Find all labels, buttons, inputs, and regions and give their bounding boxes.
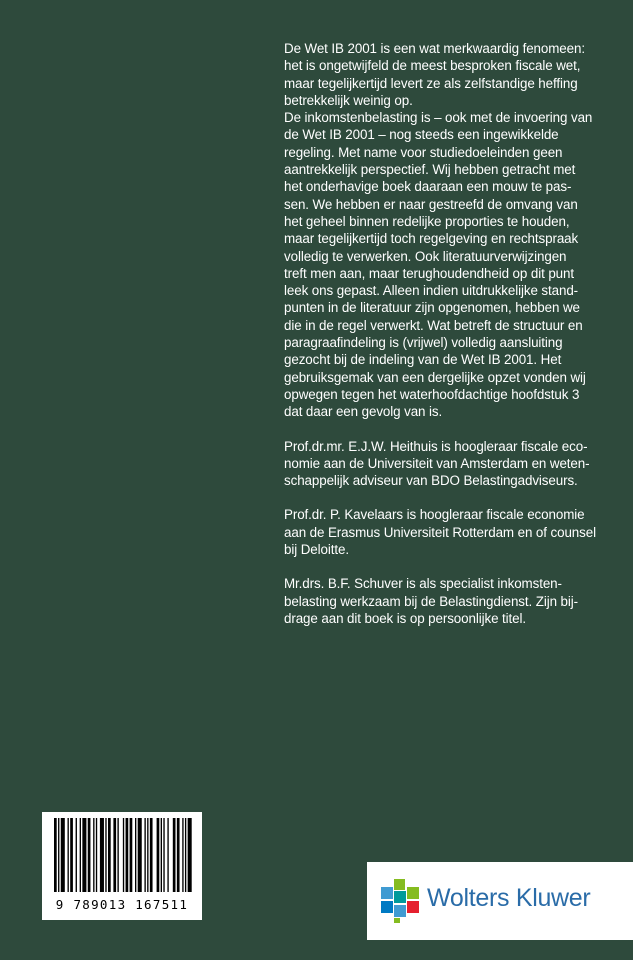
barcode-bar (123, 818, 124, 892)
barcode-bar (130, 818, 133, 892)
barcode-bar (147, 818, 148, 892)
barcode-bar (108, 818, 111, 892)
barcode-bar (161, 818, 162, 892)
author-bio-schuver (284, 575, 614, 627)
barcode-bar (93, 818, 94, 892)
barcode-bar (177, 818, 180, 892)
barcode-bar (68, 818, 69, 892)
barcode-bar (80, 818, 81, 892)
text-line: De Wet IB 2001 is een wat merkwaardig fenomeen: (284, 41, 585, 56)
text-line: treft men aan, maar terughoudendheid op dit punt (284, 265, 574, 281)
text-line: maar tegelijkertijd toch regelgeving en rechtspraak (284, 231, 579, 247)
barcode-bar (135, 818, 136, 892)
barcode-bar (138, 818, 142, 892)
barcode-bar (117, 818, 118, 892)
barcode-bar (113, 818, 116, 892)
text-line: De inkomstenbelasting is – ook met de invoering van (284, 110, 593, 126)
text-line: dat daar een gevolg van is. (284, 404, 443, 420)
text-line: bij Deloitte. (284, 542, 349, 558)
barcode-bar (58, 818, 59, 892)
text-line: Prof.dr.mr. E.J.W. Heithuis is hoogleraar fiscale eco- (284, 438, 588, 454)
blurb-paragraph-2 (284, 109, 614, 420)
barcode-bar (150, 818, 153, 892)
text-line: het is ongetwijfeld de meest besproken fiscale wet, (284, 58, 581, 74)
text-line: die in de regel verwerkt. Wat betreft de structuur en (284, 317, 583, 333)
barcode-bar (126, 818, 129, 892)
barcode-bar (163, 818, 164, 892)
text-line: paragraafindeling is (vrijwel) volledig aansluiting (284, 335, 563, 351)
text-line: schappelijk adviseur van BDO Belastingadviseurs. (284, 473, 578, 489)
barcode-bar (182, 818, 183, 892)
text-line: gebruiksgemak van een dergelijke opzet vonden wij (284, 369, 586, 385)
text-line: het geheel binnen redelijke proporties te houden, (284, 213, 570, 229)
isbn-number: 9 789013 167511 (55, 897, 189, 912)
barcode-bar (82, 818, 86, 892)
paragraph-spacer (284, 489, 614, 506)
author-bio-heithuis (284, 438, 614, 490)
wolters-kluwer-logo-icon (381, 879, 419, 923)
barcode-bar (61, 818, 65, 892)
text-line: maar tegelijkertijd levert ze als zelfstandige heffing (284, 75, 578, 91)
barcode-bar (167, 818, 168, 892)
text-line: gezocht bij de indeling van de Wet IB 2001. Het (284, 352, 562, 368)
text-line: sen. We hebben er naar gestreefd de omvang van (284, 196, 578, 212)
text-line: aantrekkelijk perspectief. Wij hebben getracht met (284, 162, 576, 178)
paragraph-spacer (284, 558, 614, 575)
text-line: Prof.dr. P. Kavelaars is hoogleraar fiscale economie (284, 507, 585, 523)
text-line: betrekkelijk weinig op. (284, 92, 413, 108)
text-line: het onderhavige boek daaraan een mouw te pas- (284, 179, 572, 195)
logo-mark-squares (381, 879, 419, 923)
publisher-logo-panel (367, 862, 633, 940)
barcode-bar (173, 818, 176, 892)
text-line: punten in de literatuur zijn opgenomen, hebben we (284, 300, 580, 316)
text-line: nomie aan de Universiteit van Amsterdam en weten- (284, 455, 590, 471)
barcode-bar (144, 818, 145, 892)
barcode-bar (105, 818, 106, 892)
barcode-bar (188, 818, 192, 892)
barcode-bar (157, 818, 160, 892)
barcode-bar (100, 818, 104, 892)
publisher-name: Wolters Kluwer (427, 884, 591, 912)
text-line: belasting werkzaam bij de Belastingdienst. Zijn bij- (284, 593, 579, 609)
text-line: volledig te verwerken. Ook literatuurverwijzingen (284, 248, 567, 264)
text-line: regeling. Met name voor studiedoeleinden geen (284, 144, 563, 160)
paragraph-spacer (284, 421, 614, 438)
barcode-bar (70, 818, 73, 892)
barcode-bar (54, 818, 57, 892)
barcode-bar (185, 818, 186, 892)
blurb-paragraph-1 (284, 40, 614, 109)
barcode-bar (76, 818, 77, 892)
text-line: leek ons gepast. Alleen indien uitdrukkelijke stand- (284, 283, 579, 299)
text-line: de Wet IB 2001 – nog steeds een ingewikkelde (284, 127, 559, 143)
barcode-bar (88, 818, 91, 892)
back-cover-text (284, 40, 614, 627)
author-bio-kavelaars (284, 506, 614, 558)
isbn-barcode (42, 812, 202, 920)
barcode-bar (96, 818, 97, 892)
text-line: drage aan dit boek is op persoonlijke titel. (284, 610, 526, 626)
text-line: opwegen tegen het waterhoofdachtige hoofdstuk 3 (284, 386, 580, 402)
text-line: Mr.drs. B.F. Schuver is als specialist inkomsten- (284, 576, 562, 592)
text-line: aan de Erasmus Universiteit Rotterdam en of counsel (284, 524, 596, 540)
